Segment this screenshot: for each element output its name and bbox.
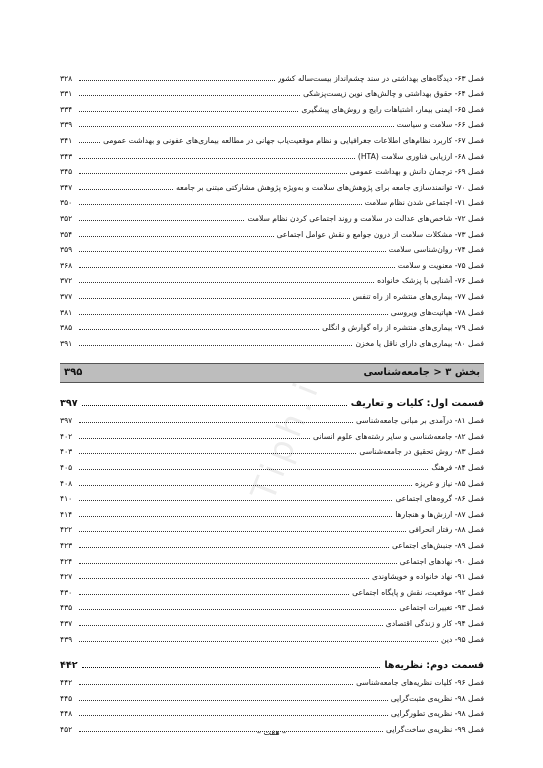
dot-leader [79, 344, 352, 346]
chapter-label: فصل ۹۸- [454, 709, 484, 719]
toc-entry [60, 318, 484, 334]
toc-entry [60, 673, 484, 689]
chapter-page-number: ۳۵۴ [60, 229, 73, 239]
chapter-title: درآمدی بر مبانی جامعه‌شناسی [355, 416, 453, 426]
toc-entry [60, 704, 484, 720]
chapter-title: دیدگاه‌های بهداشتی در سند چشم‌انداز بیست‌ساله کشور [277, 73, 453, 83]
chapter-page-number: ۴۱۰ [60, 494, 73, 504]
chapter-label: فصل ۹۳- [454, 603, 484, 613]
toc-page [60, 68, 484, 735]
chapter-label: فصل ۸۴- [454, 463, 484, 473]
part-one-page: ۳۹۷ [60, 397, 78, 409]
toc-entry [60, 115, 484, 131]
dot-leader [79, 235, 274, 237]
chapter-label: فصل ۷۰- [454, 182, 484, 192]
chapter-label: فصل ۷۳- [454, 229, 484, 239]
chapter-list-part-two [60, 673, 484, 735]
chapter-label: فصل ۹۶- [454, 678, 484, 688]
dot-leader [79, 530, 406, 532]
chapter-page-number: ۳۸۱ [60, 307, 73, 317]
chapter-title: ترجمان دانش و بهداشت عمومی [349, 167, 453, 177]
dot-leader [79, 699, 388, 701]
chapter-label: فصل ۷۴- [454, 245, 484, 255]
dot-leader [79, 297, 350, 299]
chapter-page-number: ۳۵۲ [60, 213, 73, 223]
chapter-label: فصل ۶۶- [454, 120, 484, 130]
chapter-page-number: ۴۳۹ [60, 634, 73, 644]
chapter-label: فصل ۹۵- [454, 634, 484, 644]
toc-entry [60, 567, 484, 583]
dot-leader [79, 577, 369, 579]
toc-entry [60, 68, 484, 84]
chapter-page-number: ۴۳۷ [60, 619, 73, 628]
chapter-label: فصل ۷۶- [454, 276, 484, 286]
chapter-label: فصل ۹۰- [454, 556, 484, 566]
toc-entry [60, 333, 484, 349]
toc-entry [60, 504, 484, 520]
chapter-page-number: ۳۴۷ [60, 182, 73, 192]
dot-leader [79, 593, 349, 595]
toc-entry [60, 457, 484, 473]
chapter-page-number: ۴۵۲ [60, 724, 73, 734]
section-header-bar [60, 363, 484, 383]
chapter-page-number: ۳۴۱ [60, 135, 73, 145]
chapter-page-number: ۳۴۳ [60, 151, 73, 161]
dot-leader [79, 188, 173, 190]
chapter-list-top [60, 68, 484, 349]
toc-entry [60, 688, 484, 704]
toc-entry [60, 286, 484, 302]
dot-leader [79, 683, 353, 685]
chapter-title: شاخص‌های عدالت در سلامت و روند اجتماعی کردن نظام سلامت [247, 213, 453, 223]
part-one-title: قسمت اول: کلیات و تعاریف [350, 397, 484, 409]
toc-entry [60, 255, 484, 271]
dot-leader [79, 94, 300, 96]
chapter-title: بیماری‌های منتشره از راه تنفس [352, 291, 453, 301]
chapter-label: فصل ۶۴- [454, 89, 484, 99]
chapter-title: گروه‌های اجتماعی [395, 494, 453, 504]
chapter-title: تغییرات اجتماعی [399, 603, 453, 613]
chapter-title: کار و زندگی اقتصادی [385, 619, 453, 628]
chapter-page-number: ۳۳۹ [60, 120, 73, 130]
chapter-title: دین [440, 634, 453, 644]
dot-leader [79, 250, 386, 252]
toc-entry [60, 426, 484, 442]
chapter-label: فصل ۹۱- [454, 572, 484, 582]
dot-leader [79, 219, 244, 221]
chapter-title: نهادهای اجتماعی [399, 556, 453, 566]
chapter-label: فصل ۸۰- [454, 338, 484, 348]
chapter-title: آشنایی با پزشک خانواده [377, 276, 453, 286]
chapter-label: فصل ۷۸- [454, 307, 484, 317]
chapter-page-number: ۴۳۵ [60, 603, 73, 613]
dot-leader [79, 562, 397, 564]
chapter-page-number: ۳۴۵ [60, 167, 73, 177]
chapter-label: فصل ۹۲- [454, 587, 484, 597]
chapter-title: هپاتیت‌های ویروسی [390, 307, 453, 317]
dot-leader [79, 421, 353, 423]
chapter-label: فصل ۶۷- [454, 135, 484, 145]
toc-entry [60, 535, 484, 551]
chapter-title: نهاد خانواده و خویشاوندی [372, 572, 453, 582]
part-two-page: ۴۴۲ [60, 659, 78, 671]
chapter-label: فصل ۷۲- [454, 213, 484, 223]
chapter-label: فصل ۸۲- [454, 431, 484, 441]
dot-leader [79, 499, 392, 501]
chapter-title: اجتماعی شدن نظام سلامت [364, 198, 453, 208]
chapter-title: ارزش‌ها و هنجارها [395, 509, 453, 519]
toc-entry [60, 582, 484, 598]
chapter-title: جنبش‌های اجتماعی [391, 541, 453, 551]
chapter-title: جامعه‌شناسی و سایر رشته‌های علوم انسانی [313, 431, 453, 441]
dot-leader [79, 141, 100, 143]
chapter-page-number: ۴۴۸ [60, 709, 73, 719]
chapter-label: فصل ۶۳- [454, 73, 484, 83]
chapter-title: ایمنی بیمار، اشتباهات رایج و روش‌های پیشگیری [301, 104, 453, 114]
dot-leader [79, 546, 389, 548]
part-two-heading [60, 655, 484, 671]
toc-entry [60, 240, 484, 256]
dot-leader [79, 157, 355, 159]
chapter-title: معنویت و سلامت [397, 260, 453, 270]
chapter-page-number: ۳۵۰ [60, 198, 73, 208]
chapter-page-number: ۴۰۳ [60, 447, 73, 457]
toc-entry [60, 271, 484, 287]
chapter-page-number: ۴۳۰ [60, 587, 73, 597]
chapter-title: ارزیابی فناوری سلامت (HTA) [357, 151, 453, 161]
toc-entry [60, 520, 484, 536]
dot-leader [79, 328, 319, 330]
chapter-page-number: ۳۲۸ [60, 73, 73, 83]
chapter-label: فصل ۶۸- [454, 151, 484, 161]
chapter-page-number: ۳۹۱ [60, 338, 73, 348]
chapter-label: فصل ۷۱- [454, 198, 484, 208]
chapter-title: کاربرد نظام‌های اطلاعات جغرافیایی و نظام موقعیت‌یاب جهانی در مطالعه بیماری‌های عفونی و بهداشت عمومی [103, 135, 453, 145]
chapter-title: روان‌شناسی سلامت [388, 245, 453, 255]
watermark: Tiph.ir [243, 353, 337, 507]
chapter-label: فصل ۹۸- [454, 693, 484, 703]
chapter-title: رفتار انحرافی [408, 525, 453, 535]
page-footer-number: – هفت – [256, 728, 287, 737]
chapter-label: فصل ۸۶- [454, 494, 484, 504]
chapter-label: فصل ۸۸- [454, 525, 484, 535]
chapter-page-number: ۴۴۵ [60, 693, 73, 703]
chapter-title: نظریه‌ی مثبت‌گرایی [390, 693, 453, 703]
toc-entry [60, 84, 484, 100]
dot-leader [79, 437, 310, 439]
toc-entry [60, 193, 484, 209]
chapter-page-number: ۴۲۴ [60, 556, 73, 566]
chapter-page-number: ۳۳۴ [60, 104, 73, 114]
dot-leader [79, 624, 383, 626]
chapter-page-number: ۴۴۲ [60, 678, 73, 688]
chapter-page-number: ۳۸۵ [60, 323, 73, 333]
chapter-label: فصل ۹۹- [454, 724, 484, 734]
section-page-number: ۳۹۵ [64, 367, 83, 379]
chapter-page-number: ۳۳۱ [60, 89, 73, 99]
dot-leader [79, 714, 388, 716]
dot-leader [79, 266, 395, 268]
toc-entry [60, 598, 484, 614]
chapter-title: نیاز و غریزه [414, 478, 453, 488]
chapter-page-number: ۳۷۲ [60, 276, 73, 286]
chapter-label: فصل ۷۷- [454, 291, 484, 301]
toc-entry [60, 99, 484, 115]
toc-entry [60, 551, 484, 567]
dot-leader [79, 203, 362, 205]
chapter-page-number: ۴۰۲ [60, 431, 73, 441]
dot-leader [79, 125, 394, 127]
chapter-list-part-one [60, 411, 484, 645]
dot-leader [79, 172, 347, 174]
chapter-label: فصل ۶۹- [454, 167, 484, 177]
chapter-page-number: ۴۲۲ [60, 525, 73, 535]
dot-leader [79, 640, 438, 642]
chapter-page-number: ۴۰۸ [60, 478, 73, 488]
chapter-label: فصل ۷۵- [454, 260, 484, 270]
chapter-label: فصل ۸۷- [454, 509, 484, 519]
chapter-title: نظریه‌ی ساخت‌گرایی [386, 724, 453, 734]
chapter-page-number: ۳۶۸ [60, 260, 73, 270]
chapter-title: مشکلات سلامت از درون جوامع و نقش عوامل اجتماعی [276, 229, 453, 239]
toc-entry [60, 473, 484, 489]
chapter-title: بیماری‌های دارای ناقل یا مخزن [355, 338, 453, 348]
section-title: بخش ۳ < جامعه‌شناسی [363, 367, 480, 379]
dot-leader [79, 110, 298, 112]
chapter-page-number: ۳۵۹ [60, 245, 73, 255]
dot-leader [79, 313, 388, 315]
chapter-title: کلیات نظریه‌های جامعه‌شناسی [356, 678, 453, 688]
toc-entry [60, 130, 484, 146]
chapter-title: حقوق بهداشتی و چالش‌های نوین زیست‌پزشکی [303, 89, 453, 99]
dot-leader [79, 608, 396, 610]
toc-entry [60, 442, 484, 458]
chapter-page-number: ۴۲۳ [60, 541, 73, 551]
chapter-label: فصل ۸۳- [454, 447, 484, 457]
toc-entry [60, 162, 484, 178]
chapter-label: فصل ۶۵- [454, 104, 484, 114]
toc-entry [60, 613, 484, 629]
part-one-heading [60, 393, 484, 409]
chapter-title: موقعیت، نقش و پایگاه اجتماعی [352, 587, 453, 597]
toc-entry [60, 302, 484, 318]
chapter-label: فصل ۷۹- [454, 323, 484, 333]
chapter-label: فصل ۹۴- [454, 619, 484, 628]
dot-leader [79, 452, 356, 454]
chapter-title: روش تحقیق در جامعه‌شناسی [359, 447, 453, 457]
dot-leader [79, 468, 428, 470]
toc-entry [60, 224, 484, 240]
toc-entry [60, 177, 484, 193]
chapter-page-number: ۴۱۴ [60, 509, 73, 519]
dot-leader [79, 484, 412, 486]
chapter-page-number: ۴۰۵ [60, 463, 73, 473]
chapter-page-number: ۳۹۷ [60, 416, 73, 426]
chapter-page-number: ۴۲۷ [60, 572, 73, 582]
toc-entry [60, 629, 484, 645]
toc-entry [60, 489, 484, 505]
dot-leader [79, 515, 392, 517]
chapter-page-number: ۳۷۷ [60, 291, 73, 301]
toc-entry [60, 411, 484, 427]
dot-leader [79, 79, 275, 81]
chapter-title: بیماری‌های منتشره از راه گوارش و انگلی [322, 323, 453, 333]
dot-leader [79, 281, 374, 283]
chapter-label: فصل ۸۹- [454, 541, 484, 551]
part-two-title: قسمت دوم: نظریه‌ها [384, 659, 484, 671]
chapter-title: سلامت و سیاست [396, 120, 453, 130]
toc-entry [60, 146, 484, 162]
chapter-title: فرهنگ [431, 463, 453, 473]
chapter-title: توانمندسازی جامعه برای پژوهش‌های سلامت و به‌ویژه پژوهش مشارکتی مبتنی بر جامعه [176, 182, 453, 192]
chapter-label: فصل ۸۱- [454, 416, 484, 426]
toc-entry [60, 208, 484, 224]
chapter-title: نظریه‌ی تطورگرایی [390, 709, 453, 719]
chapter-label: فصل ۸۵- [454, 478, 484, 488]
